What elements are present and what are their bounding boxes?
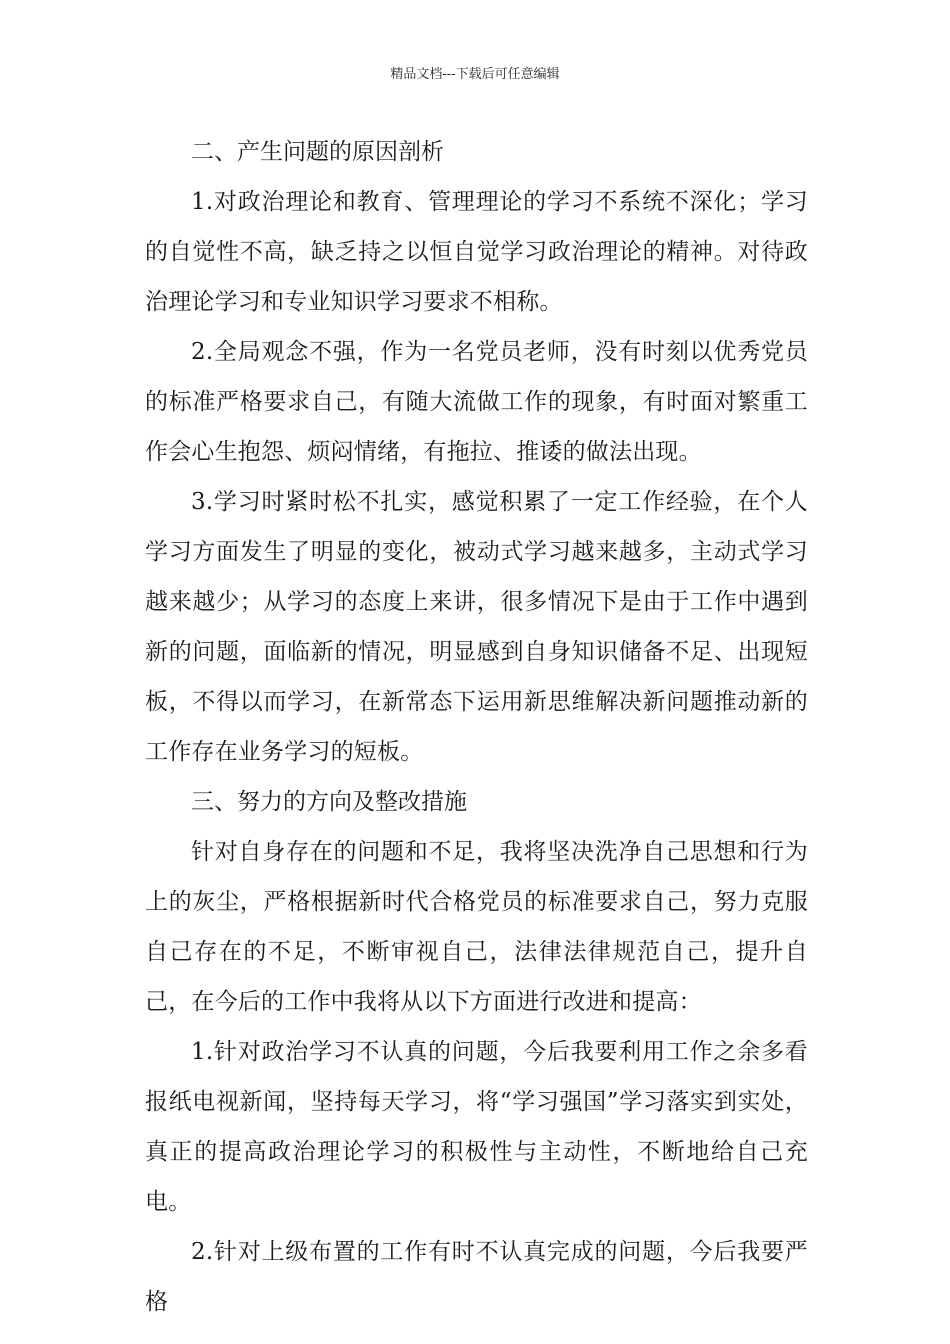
document-body <box>145 127 808 1327</box>
header-note: 精品文档---下载后可任意编辑 <box>390 67 560 82</box>
paragraph-measure-1: 1.针对政治学习不认真的问题，今后我要利用工作之余多看报纸电视新闻，坚持每天学习，将“学习强国”学习落实到实处，真正的提高政治理论学习的积极性与主动性，不断地给自己充电。 <box>145 1039 808 1215</box>
paragraph-cause-3: 3.学习时紧时松不扎实，感觉积累了一定工作经验，在个人学习方面发生了明显的变化，被动式学习越来越多，主动式学习越来越少；从学习的态度上来讲，很多情况下是由于工作中遇到新的问题，面临新的情况，明显感到自身知识储备不足、出现短板，不得以而学习，在新常态下运用新思维解决新问题推动新的工作存在业务学习的短板。 <box>145 489 808 765</box>
paragraph-cause-1: 1.对政治理论和教育、管理理论的学习不系统不深化；学习的自觉性不高，缺乏持之以恒自觉学习政治理论的精神。对待政治理论学习和专业知识学习要求不相称。 <box>145 189 808 315</box>
paragraph-measure-2: 2.针对上级布置的工作有时不认真完成的问题，今后我要严格 <box>145 1239 808 1315</box>
paragraph-measures-intro: 针对自身存在的问题和不足，我将坚决洗净自己思想和行为上的灰尘，严格根据新时代合格党员的标准要求自己，努力克服自己存在的不足，不断审视自己，法律法律规范自己，提升自己，在今后的工作中我将从以下方面进行改进和提高： <box>145 839 808 1015</box>
section-heading-causes: 二、产生问题的原因剖析 <box>191 139 444 165</box>
section-heading-measures: 三、努力的方向及整改措施 <box>191 789 467 815</box>
paragraph-cause-2: 2.全局观念不强，作为一名党员老师，没有时刻以优秀党员的标准严格要求自己，有随大流做工作的现象，有时面对繁重工作会心生抱怨、烦闷情绪，有拖拉、推诿的做法出现。 <box>145 339 808 465</box>
